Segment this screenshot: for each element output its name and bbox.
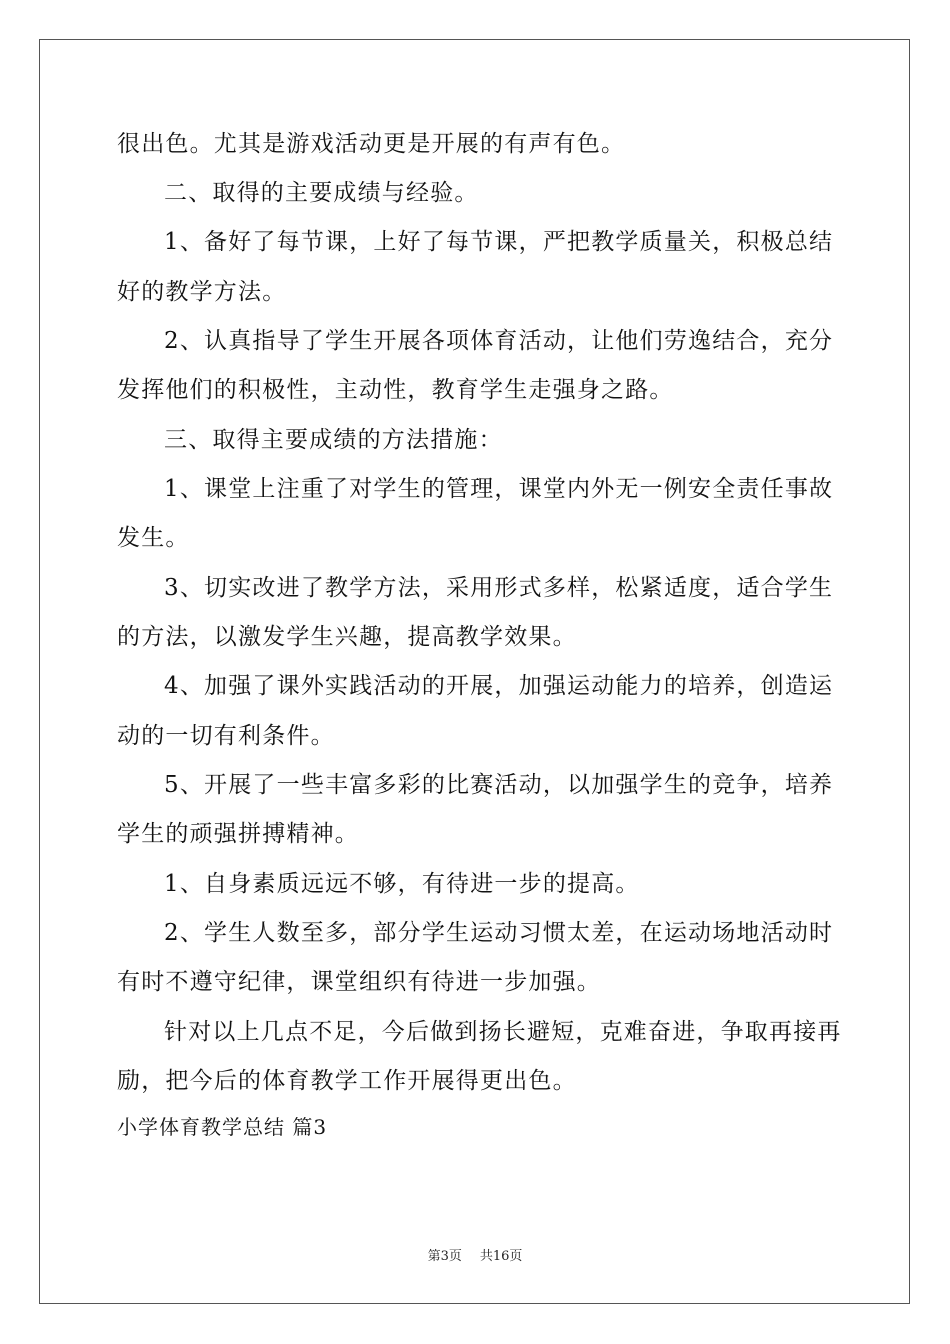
text-line: 1、课堂上注重了对学生的管理，课堂内外无一例安全责任事故 [164,476,834,502]
text-line: 发挥他们的积极性，主动性，教育学生走强身之路。 [117,377,674,403]
text-line: 动的一切有利条件。 [117,723,335,749]
text-line: 5、开展了一些丰富多彩的比赛活动，以加强学生的竞争，培养 [164,772,834,798]
text-line: 很出色。尤其是游戏活动更是开展的有声有色。 [117,131,626,157]
section-heading: 三、取得主要成绩的方法措施： [164,427,503,453]
page-footer [0,1245,950,1264]
section-heading: 二、取得的主要成绩与经验。 [164,180,479,206]
text-line: 发生。 [117,525,190,551]
article-heading: 小学体育教学总结 篇3 [117,1115,328,1139]
text-line: 2、认真指导了学生开展各项体育活动，让他们劳逸结合，充分 [164,328,834,354]
text-line: 学生的顽强拼搏精神。 [117,821,359,847]
text-line: 1、备好了每节课，上好了每节课，严把教学质量关，积极总结 [164,229,834,255]
text-line: 有时不遵守纪律，课堂组织有待进一步加强。 [117,969,601,995]
page-number: 第3页 [427,1249,462,1264]
text-line: 好的教学方法。 [117,279,287,305]
text-line: 4、加强了课外实践活动的开展，加强运动能力的培养，创造运 [164,673,834,699]
text-line: 励，把今后的体育教学工作开展得更出色。 [117,1068,577,1094]
text-line: 1、自身素质远远不够，有待进一步的提高。 [164,871,640,897]
text-line: 的方法，以激发学生兴趣，提高教学效果。 [117,624,577,650]
text-line: 针对以上几点不足，今后做到扬长避短，克难奋进，争取再接再 [164,1019,842,1045]
text-line: 3、切实改进了教学方法，采用形式多样，松紧适度，适合学生 [164,575,834,601]
page-total: 共16页 [479,1249,523,1264]
text-line: 2、学生人数至多，部分学生运动习惯太差，在运动场地活动时 [164,920,834,946]
